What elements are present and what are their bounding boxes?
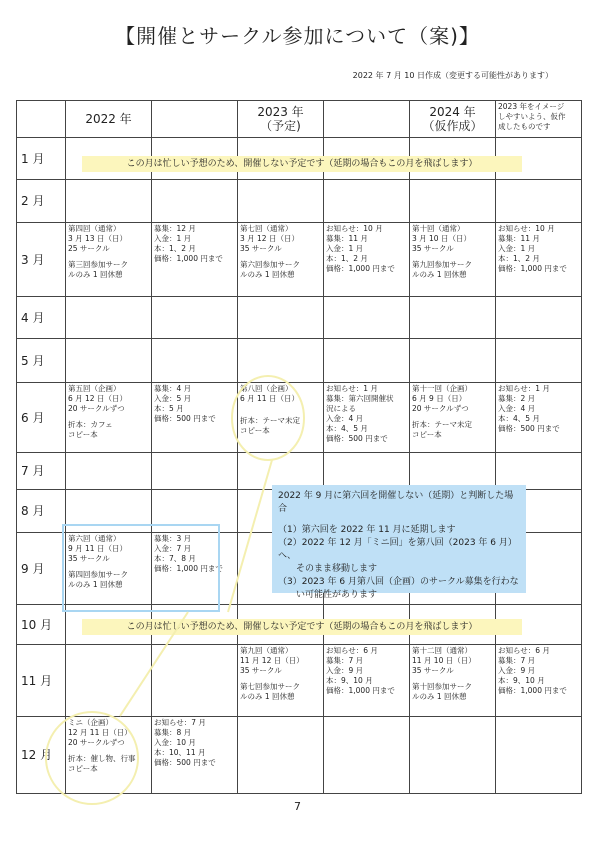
cell-line: コピー本 (240, 426, 270, 435)
cell-line: 募集：7 月 (498, 656, 536, 665)
cell-line: 本：1、2 月 (498, 254, 540, 263)
month-label-7: 7 月 (17, 453, 66, 490)
cell-line: 本：1、2 月 (154, 244, 196, 253)
cell-line: 募集：第六回開催状 (326, 394, 394, 403)
month-label-6: 6 月 (17, 383, 66, 453)
cell-line: 募集：11 月 (498, 234, 540, 243)
cell-line: 入金：10 月 (154, 738, 196, 747)
cell-line: 募集：11 月 (326, 234, 368, 243)
callout-line: い可能性があります (278, 590, 378, 600)
cell-line: 入金：1 月 (498, 244, 536, 253)
cell-line: お知らせ：6 月 (498, 646, 550, 655)
cell-line: お知らせ：10 月 (498, 224, 555, 233)
cell-line: 募集：4 月 (154, 384, 192, 393)
cell-line: 本：7、8 月 (154, 554, 196, 563)
cell-line: 6 月 9 日（日） (412, 394, 467, 403)
cell-line: 入金：1 月 (326, 244, 364, 253)
cell-line: 募集：7 月 (326, 656, 364, 665)
cell-line: 価格：1,000 円まで (498, 264, 567, 273)
cell-line: お知らせ：10 月 (326, 224, 383, 233)
cell-line: 第十一回（企画） (412, 384, 472, 393)
cell-line: 20 サークルずつ (412, 404, 469, 413)
cell-line: 第九回参加サーク (412, 260, 472, 269)
cell-line: 本：5 月 (154, 404, 184, 413)
cell-line: ルのみ 1 回休憩 (240, 692, 295, 701)
cell-line: コピー本 (412, 430, 442, 439)
cell-line: 募集：8 月 (154, 728, 192, 737)
cell-line: 価格：500 円まで (154, 414, 216, 423)
cell-line: 第九回（通常） (240, 646, 293, 655)
month-label-12: 12 月 (17, 717, 66, 794)
cell-line: 35 サークル (68, 554, 110, 563)
cell-line: お知らせ：7 月 (154, 718, 206, 727)
cell-line: お知らせ：6 月 (326, 646, 378, 655)
month-label-2: 2 月 (17, 180, 66, 223)
cell-line: 価格：500 円まで (154, 758, 216, 767)
cell-line: 6 月 11 日（日） (240, 394, 299, 403)
cell-line: 本：1、2 月 (326, 254, 368, 263)
cell-line: 6 月 12 日（日） (68, 394, 127, 403)
cell-line: ルのみ 1 回休憩 (68, 580, 123, 589)
cell-line: 価格：1,000 円まで (326, 686, 395, 695)
cell-line: 20 サークルずつ (68, 404, 125, 413)
cell-line: 35 サークル (412, 244, 454, 253)
cell-line: お知らせ：1 月 (326, 384, 378, 393)
callout-line: （1）第六回を 2022 年 11 月に延期します (278, 525, 456, 535)
cell-line: 本：9、10 月 (326, 676, 373, 685)
cell-line: 第六回（通常） (68, 534, 121, 543)
link-september-to-december (120, 612, 188, 716)
cell-line: 折本：カフェ (68, 420, 113, 429)
cell-line: 第四回（通常） (68, 224, 121, 233)
january-skip-banner: この月は忙しい予想のため、開催しない予定です（延期の場合もこの月を飛ばします） (82, 156, 522, 172)
created-note: 2022 年 7 月 10 日作成（変更する可能性があります） (352, 71, 553, 80)
cell-line: 第三回参加サーク (68, 260, 128, 269)
cell-line: 25 サークル (68, 244, 110, 253)
cell-line: 3 月 10 日（日） (412, 234, 471, 243)
cell-line: 第七回参加サーク (240, 682, 300, 691)
cell-line: 3 月 12 日（日） (240, 234, 299, 243)
cell-line: 第七回（通常） (240, 224, 293, 233)
cell-line: 第十回参加サーク (412, 682, 472, 691)
month-label-9: 9 月 (17, 533, 66, 605)
cell-line: 折本：催し物、行事 (68, 754, 136, 763)
cell-line: 折本：テーマ未定 (412, 420, 472, 429)
cell-line: 価格：1,000 円まで (154, 254, 223, 263)
month-label-5: 5 月 (17, 339, 66, 383)
cell-line: 第五回（企画） (68, 384, 121, 393)
cell-line: 35 サークル (240, 666, 282, 675)
june-2023-circle (232, 376, 304, 460)
cell-line: 価格：1,000 円まで (326, 264, 395, 273)
cell-line: 11 月 12 日（日） (240, 656, 304, 665)
cell-line: 況による (326, 404, 356, 413)
cell-line: 本：4、5 月 (498, 414, 540, 423)
cell-line: 入金：5 月 (154, 394, 192, 403)
cell-line: 折本：テーマ未定 (240, 416, 300, 425)
cell-line: 9 月 11 日（日） (68, 544, 127, 553)
postponement-callout (272, 485, 526, 600)
cell-line: ルのみ 1 回休憩 (68, 270, 123, 279)
cell-line: 第八回（企画） (240, 384, 293, 393)
cell-line: 第十二回（通常） (412, 646, 472, 655)
december-2022-circle (46, 712, 138, 804)
cell-line: 価格：1,000 円まで (154, 564, 223, 573)
month-label-11: 11 月 (17, 645, 66, 717)
cell-line: 本：10、11 月 (154, 748, 206, 757)
cell-line: 20 サークルずつ (68, 738, 125, 747)
cell-line: 価格：1,000 円まで (498, 686, 567, 695)
cell-line: 本：4、5 月 (326, 424, 368, 433)
cell-line: 価格：500 円まで (326, 434, 388, 443)
cell-line: 第十回（通常） (412, 224, 465, 233)
month-label-8: 8 月 (17, 490, 66, 533)
month-label-10: 10 月 (17, 605, 66, 645)
cell-line: ミニ（企画） (68, 718, 113, 727)
year-2023-header: 2023 年 （予定) (238, 101, 324, 138)
link-june-to-september (228, 460, 272, 612)
callout-heading: 2022 年 9 月に第六回を開催しない（延期）と判断した場合 (278, 491, 514, 514)
cell-line: 3 月 13 日（日） (68, 234, 127, 243)
month-label-3: 3 月 (17, 223, 66, 297)
cell-line: 入金：1 月 (154, 234, 192, 243)
cell-line: 35 サークル (240, 244, 282, 253)
page-title: 【開催とサークル参加について（案)】 (115, 24, 480, 48)
cell-line: ルのみ 1 回休憩 (412, 270, 467, 279)
cell-line: 入金：9 月 (326, 666, 364, 675)
cell-line: 第六回参加サーク (240, 260, 300, 269)
year-2024-header: 2024 年 （仮作成） (410, 101, 496, 138)
cell-line: 入金：4 月 (326, 414, 364, 423)
cell-line: 第四回参加サーク (68, 570, 128, 579)
cell-line: 本：9、10 月 (498, 676, 545, 685)
cell-line: 11 月 10 日（日） (412, 656, 476, 665)
cell-line: 入金：4 月 (498, 404, 536, 413)
callout-line: そのまま移動します (278, 564, 378, 574)
page-number: 7 (294, 800, 301, 813)
cell-line: 募集：2 月 (498, 394, 536, 403)
year-2023-note: 2023 年をイメージ しやすいよう、仮作 成したものです (496, 101, 582, 138)
cell-line: コピー本 (68, 764, 98, 773)
cell-line: 入金：7 月 (154, 544, 192, 553)
cell-line: 募集：3 月 (154, 534, 192, 543)
cell-line: コピー本 (68, 430, 98, 439)
cell-line: お知らせ：1 月 (498, 384, 550, 393)
cell-line: 入金：9 月 (498, 666, 536, 675)
month-label-1: 1 月 (17, 138, 66, 180)
cell-line: 35 サークル (412, 666, 454, 675)
month-label-4: 4 月 (17, 297, 66, 339)
cell-line: ルのみ 1 回休憩 (412, 692, 467, 701)
cell-line: 12 月 11 日（日） (68, 728, 132, 737)
cell-line: 価格：500 円まで (498, 424, 560, 433)
year-2022-header: 2022 年 (66, 101, 152, 138)
callout-line: （3）2023 年 6 月第八回（企画）のサークル募集を行わな (278, 577, 519, 587)
callout-line: （2）2022 年 12 月「ミニ回」を第八回（2023 年 6 月）へ、 (278, 538, 517, 561)
cell-line: 募集：12 月 (154, 224, 196, 233)
october-skip-banner: この月は忙しい予想のため、開催しない予定です（延期の場合もこの月を飛ばします） (82, 619, 522, 635)
cell-line: ルのみ 1 回休憩 (240, 270, 295, 279)
